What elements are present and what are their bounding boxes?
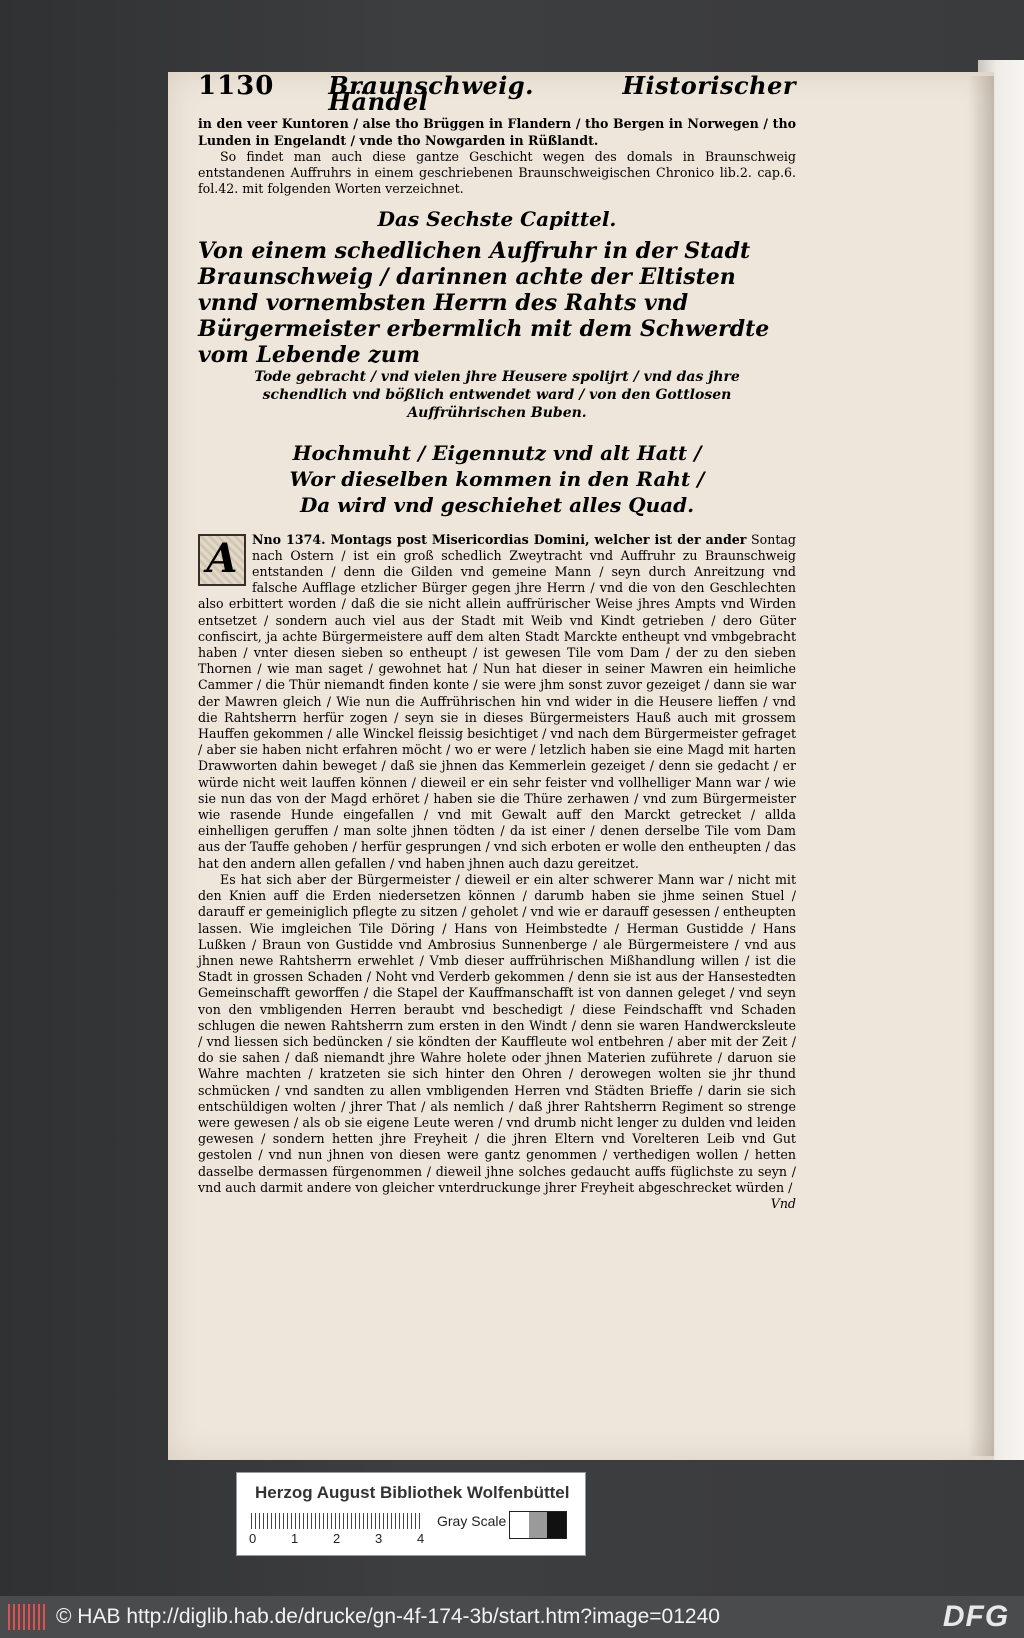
gray-swatch — [510, 1512, 529, 1538]
gray-scale-label: Gray Scale — [437, 1513, 507, 1529]
paragraph-2: Es hat sich aber der Bürgermeister / dieweil er ein alter schwerer Mann war / nicht mit den Knien auff die Erden niedersetzen können / darumb haben sie jhme seinen Stuel / darauff er gemeiniglich pflegte zu sitzen / geholet / vnd wie er darauff gesessen / entheupten lassen. Wie imgleichen Tile Döring / Hans von Heimbstedte / Herman Gustidde / Hans Lußken / Braun von Gustidde vnd Ambrosius Sunnenberge / ale Bürgermeistere / vnd aus jhnen newe Rahtsherrn erwehlet / Vmb dieser auffrührischen Mißhandlung willen / ist die Stadt in grossen Schaden / Noht vnd Verderb gekommen / denn sie ist aus der Hansestedten Gemeinschafft geworffen / die Stapel der Kauffmanschafft ist von dannen geleget / vnd seyn von den vmbligenden Herren beraubt vnd beschedigt / diese Feindschafft vnd Schaden schlugen die newen Rahtsherrn zum ersten in den Windt / denn sie waren Handwercksleute / vnd liessen sich bedüncken / sie köndten der Kauffleute wol entbehren / aber mit der Zeit / do sie sahen / daß niemandt jhre Wahre holete oder jhnen Materien zuführete / daruon sie Wahre machten / kratzeten sie sich hinter den Ohren / derowegen wolten sie jhr thund schmücken / vnd sandten zu allen vmbligenden Herren vnd Städten Brieffe / darin sie sich entschüldigen wolten / jhrer That / als nemlich / daß jhrer Rahtsherrn Regiment so strenge were gewesen / als ob sie eigene Leute weren / vnd drumb nicht lenger zu dulden vnd leiden gewesen / sondern hetten jhre Freyheit / die jhren Eltern vnd Vorelteren Leib vnd Gut gestolen / vnd nun jhnen von diesen were gantz genommen / verthedigen wollen / hetten dasselbe dermassen fürgenommen / dieweil jhne solches gedaucht auffs füglichste zu seyn / vnd auch darmit andere von gleicher vnterdruckunge jhrer Freyheit abgeschrecket würden / — [198, 871, 796, 1195]
verse-line: Wor dieselben kommen in den Raht / — [289, 466, 705, 491]
page-text — [198, 71, 796, 1212]
page-shadow — [968, 76, 994, 1456]
chapter-title: Von einem schedlichen Auffruhr in der Stadt Braunschweig / darinnen achte der Eltisten vnnd vornembsten Herrn des Rahts vnd Bürgermeister erbermlich mit dem Schwerdte vom Lebende zum — [198, 237, 770, 368]
paragraph-1 — [198, 532, 796, 872]
copyright-url[interactable]: © HAB http://diglib.hab.de/drucke/gn-4f-174-3b/start.htm?image=01240 — [56, 1605, 720, 1628]
chapter-subtitle: Tode gebracht / vnd vielen jhre Heusere spolijrt / vnd das jhre schendlich vnd bößlich entwendet ward / von den Gottlosen Auffrührischen Buben. — [254, 368, 740, 421]
verse-line: Hochmuht / Eigennutz vnd alt Hatt / — [292, 440, 702, 465]
footer-bar — [0, 1596, 1024, 1638]
hab-logo-icon — [8, 1604, 48, 1630]
color-calibration-card — [236, 1472, 586, 1556]
intro-paragraph: So findet man auch diese gantze Geschicht wegen des domals in Braunschweig entstandenen Auffruhrs in einem geschriebenen Braunschweigischen Chronico lib.2. cap.6. fol.42. mit folgenden Worten verzeichnet. — [198, 148, 796, 197]
ruler-number: 2 — [333, 1531, 341, 1546]
ruler-numbers — [249, 1531, 429, 1547]
library-name: Herzog August Bibliothek Wolfenbüttel — [255, 1483, 570, 1502]
ruler-number: 3 — [375, 1531, 383, 1546]
running-title: Braunschweig. Historischer Händel — [328, 71, 796, 117]
scale-ruler — [251, 1513, 421, 1529]
verse-line: Da wird vnd geschiehet alles Quad. — [299, 492, 695, 517]
running-head — [198, 71, 796, 117]
gray-scale-swatches — [509, 1511, 567, 1539]
gray-swatch — [529, 1512, 548, 1538]
gray-swatch — [547, 1512, 566, 1538]
ruler-number: 0 — [249, 1531, 257, 1546]
chapter-heading: Das Sechste Capittel. — [377, 207, 617, 232]
paragraph-lead: Nno 1374. Montags post Misericordias Domini, welcher ist der ander — [252, 531, 747, 547]
folio-number: 1130 — [198, 71, 275, 101]
catchword: Vnd — [770, 1195, 796, 1211]
paragraph-body: Sontag nach Ostern / ist ein groß schedlich Zweytracht vnd Auffruhr zu Braunschweig entstanden / denn die Gilden vnd gemeine Mann / seyn durch Anreitzung vnd falsche Aufflage etzlicher Bürger gegen jhre Herrn / vnd die von den Geschlechten also erbittert worden / daß die sie nicht allein auffrürischer Weise jhres Ampts vnd Wirden entsetzet / sondern auch viel aus der Stadt mit Weib vnd Kindt getrieben / dero Güter confiscirt, ja achte Bürgermeistere auff dem alten Stadt Marckte entheupt vnd vmbgebracht haben / vnter diesen sieben so entheupt / ist gewesen Tile vom Dam / der zu den sieben Thornen / wie man saget / gewohnet hat / Nun hat dieser in seiner Mawren ein heimliche Cammer / die Thür niemandt finden konte / sie were jhm sonst zuvor gezeiget / dann sie war der Mawren gleich / Wie nun die Auffrührischen hin vnd wider in die Heusere lieffen / vnd die Rahtsherrn herfür zogen / seyn sie in dieses Bürgermeisters Hauß auch mit grossem Hauffen gekommen / alle Winckel fleissig besichtiget / vnd nach dem Bürgermeister gefraget / aber sie haben nicht erfahren möcht / wo er were / letzlich haben sie eine Magd mit harten Drawworten dahin beweget / daß sie jhnen das Kemmerlein gezeiget / denn sie gedacht / er würde nicht weit lauffen können / dieweil er ein sehr feister vnd vollhelliger Mann war / wie sie nun das von der Magd erhöret / haben sie die Thüre zerhawen / vnd zum Bürgermeister wie rasende Hunde eingefallen / vnd mit Gewalt auff den Marckt getrecket / allda einhelligen geruffen / man solte jhnen tödten / da ist einer / denen derselbe Tile vom Dam aus der Tauffe gehoben / herfür gesprungen / vnd sich erboten er wolle den entheupten / das hat den andern allen gefallen / vnd haben jhnen auch dazu gereitzet. — [198, 531, 796, 871]
intro-line: in den veer Kuntoren / alse tho Brüggen in Flandern / tho Bergen in Norwegen / tho Lunden in Engelandt / vnde tho Nowgarden in Rüßlandt. — [198, 116, 796, 148]
motto-verse — [198, 440, 796, 518]
ruler-number: 4 — [417, 1531, 425, 1546]
dfg-logo: DFG — [942, 1600, 1010, 1633]
ruler-number: 1 — [291, 1531, 299, 1546]
decorated-initial: A — [198, 534, 246, 586]
